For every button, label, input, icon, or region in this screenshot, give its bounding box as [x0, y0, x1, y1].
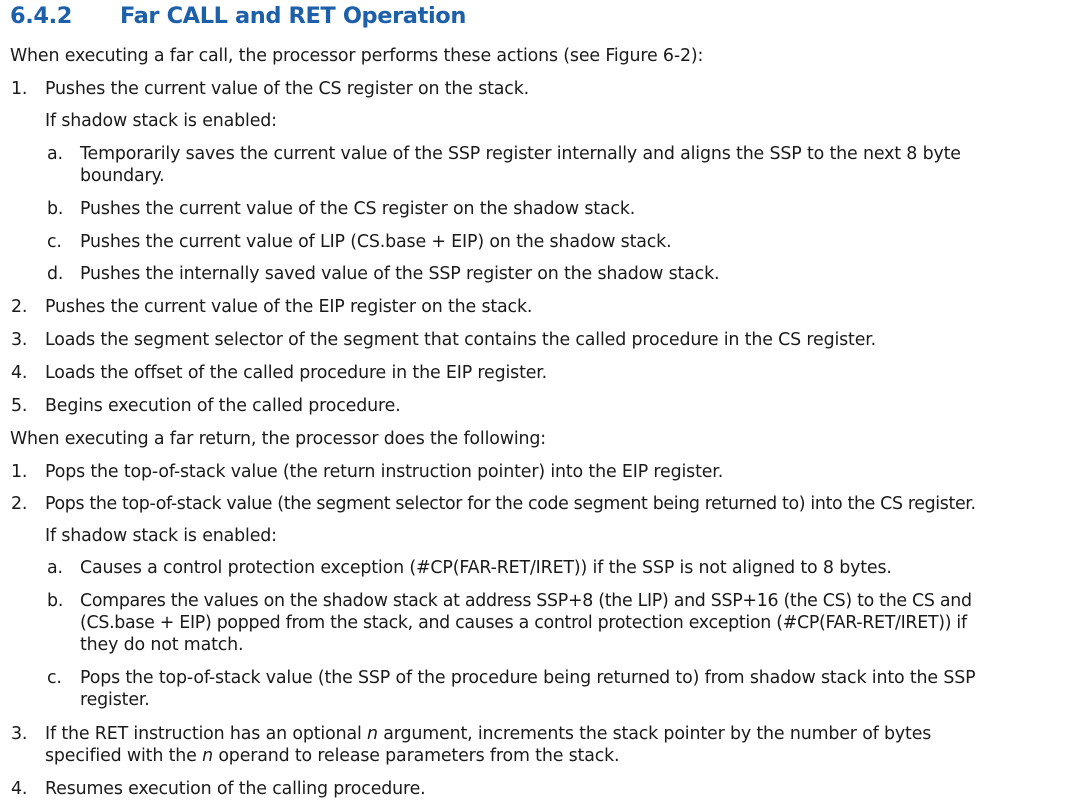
list-item-text: Pushes the current value of the CS register on the shadow stack. [80, 199, 636, 219]
far-return-intro: When executing a far return, the processor does the following: [10, 429, 546, 449]
list-item-text: Pushes the current value of the CS register on the stack. [45, 79, 530, 99]
list-item-text: Pushes the current value of the EIP register on the stack. [45, 297, 533, 317]
list-item-text: Loads the segment selector of the segment that contains the called procedure in the CS register. [45, 330, 877, 350]
list-item-text: Loads the offset of the called procedure in the EIP register. [45, 363, 548, 383]
list-marker: b. [47, 199, 64, 219]
list-marker: a. [47, 558, 63, 578]
sub-list-item [0, 143, 1080, 187]
text-part: argument, increments the stack pointer by the number of bytes [377, 724, 932, 744]
text-part: If the RET instruction has an optional [45, 724, 368, 744]
list-marker: 1. [11, 462, 28, 482]
list-item-text [45, 723, 931, 745]
list-item-text: Pops the top-of-stack value (the segment selector for the code segment being returned to) into the CS register. [45, 494, 976, 514]
list-marker: 1. [11, 79, 28, 99]
sub-list-item [0, 667, 1080, 711]
italic-n: n [202, 746, 213, 766]
list-marker: 4. [11, 363, 28, 383]
far-call-intro: When executing a far call, the processor performs these actions (see Figure 6-2): [10, 46, 704, 66]
list-item-text: Causes a control protection exception (#CP(FAR-RET/IRET)) if the SSP is not aligned to 8 bytes. [80, 558, 892, 578]
list-item-text: Pushes the current value of LIP (CS.base + EIP) on the shadow stack. [80, 232, 672, 252]
list-marker: c. [47, 232, 62, 252]
list-marker: d. [47, 264, 64, 284]
list-item-text: Resumes execution of the calling procedure. [45, 779, 426, 799]
list-item-text-cont [45, 745, 619, 767]
list-item-text: Pushes the internally saved value of the SSP register on the shadow stack. [80, 264, 720, 284]
list-item-text-cont: they do not match. [80, 635, 244, 655]
section-title: Far CALL and RET Operation [120, 3, 466, 29]
list-item-text-cont: (CS.base + EIP) popped from the stack, and causes a control protection exception (#CP(FAR-RET/IRET)) if [80, 613, 967, 633]
section-number: 6.4.2 [10, 3, 73, 29]
list-marker: 5. [11, 396, 28, 416]
list-item-text: Pops the top-of-stack value (the SSP of the procedure being returned to) from shadow stack into the SSP [80, 668, 976, 688]
section-heading [10, 3, 466, 29]
list-marker: b. [47, 591, 64, 611]
shadow-stack-note: If shadow stack is enabled: [45, 526, 277, 546]
text-part: operand to release parameters from the stack. [212, 746, 620, 766]
shadow-stack-note: If shadow stack is enabled: [45, 111, 277, 131]
sub-list-item [0, 590, 1080, 656]
list-item-text: Compares the values on the shadow stack at address SSP+8 (the LIP) and SSP+16 (the CS) to the CS and [80, 591, 972, 611]
list-item-text: Pops the top-of-stack value (the return instruction pointer) into the EIP register. [45, 462, 724, 482]
list-item-text: Begins execution of the called procedure. [45, 396, 401, 416]
list-marker: 2. [11, 494, 28, 514]
list-item-text-cont: register. [80, 690, 150, 710]
list-marker: 3. [11, 724, 28, 744]
list-marker: c. [47, 668, 62, 688]
italic-n: n [367, 724, 378, 744]
list-item [0, 723, 1080, 767]
list-marker: 4. [11, 779, 28, 799]
list-item-text-cont: boundary. [80, 166, 165, 186]
list-marker: a. [47, 144, 63, 164]
list-marker: 2. [11, 297, 28, 317]
list-item-text: Temporarily saves the current value of the SSP register internally and aligns the SSP to the next 8 byte [80, 144, 961, 164]
list-marker: 3. [11, 330, 28, 350]
text-part: specified with the [45, 746, 203, 766]
